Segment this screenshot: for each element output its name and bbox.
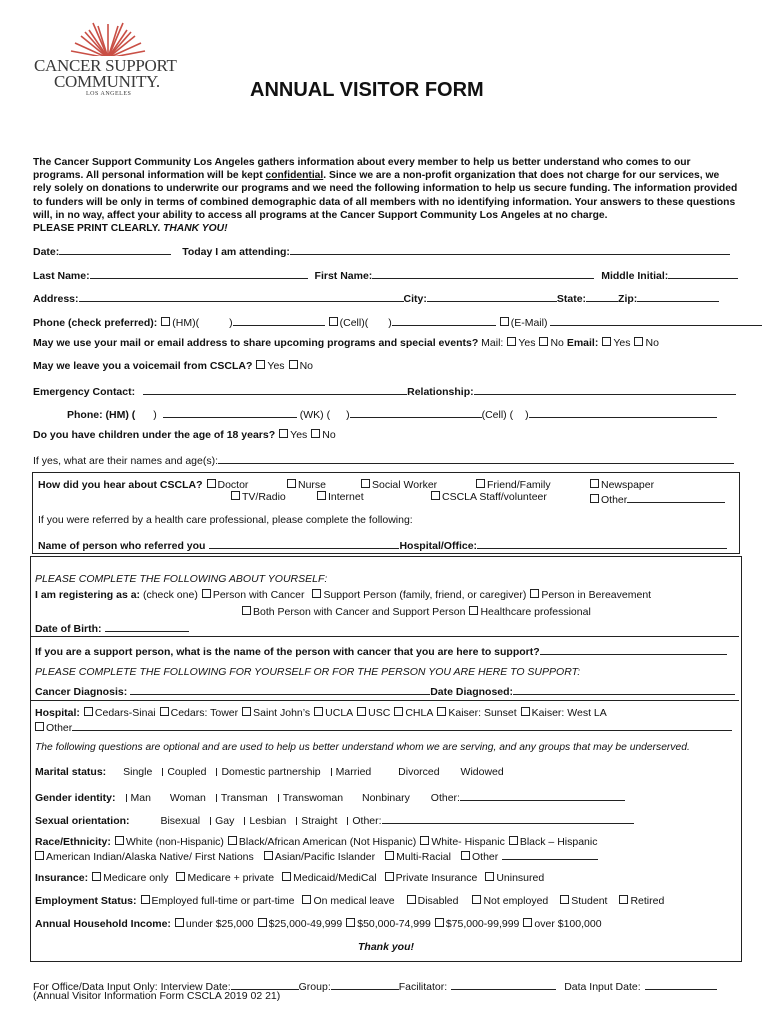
race-multi: Multi-Racial — [396, 851, 451, 863]
bereave-checkbox[interactable] — [530, 589, 539, 598]
row-emergency — [33, 383, 736, 398]
inc5-checkbox[interactable] — [523, 918, 532, 927]
social-opt — [357, 479, 437, 491]
emp-disabled: Disabled — [417, 895, 459, 907]
intro-confidential: confidential — [265, 170, 324, 182]
vm-no-checkbox[interactable] — [289, 360, 298, 369]
hosp-stjohns-checkbox[interactable] — [242, 707, 251, 716]
marital-divorced[interactable]: Divorced — [398, 766, 440, 778]
doctor-checkbox[interactable] — [207, 479, 216, 488]
race-whitehisp: White- Hispanic — [431, 836, 505, 848]
row-children — [33, 429, 336, 441]
marital-single[interactable]: Single — [123, 766, 153, 778]
diagnosis-field[interactable] — [130, 683, 430, 695]
ins-medicarep: Medicare + private — [187, 872, 275, 884]
hosp-cedars: Cedars-Sinai — [94, 707, 156, 719]
email-yes: Yes — [613, 337, 631, 349]
mail-no-checkbox[interactable] — [539, 337, 548, 346]
referrer-field[interactable] — [209, 537, 399, 549]
divider-1 — [31, 636, 739, 637]
ephone-cell-field[interactable] — [529, 406, 717, 418]
sp-label: Support Person (family, friend, or caregiver) — [323, 589, 527, 601]
sexual-sep — [296, 817, 297, 825]
row-phone — [33, 314, 762, 329]
sexual-row — [35, 812, 634, 827]
gender-row — [35, 789, 625, 804]
sexual-lesbian[interactable]: Lesbian — [249, 815, 287, 827]
marital-row — [35, 766, 504, 778]
tv-checkbox[interactable] — [231, 491, 240, 500]
cell-phone-field[interactable] — [392, 314, 496, 326]
inc1: under $25,000 — [185, 918, 254, 930]
hosp-westla: Kaiser: West LA — [531, 707, 607, 719]
insurance-row — [35, 872, 544, 884]
cell-label: (Cell)( — [339, 317, 369, 329]
hospital-other-row — [31, 719, 732, 734]
staff-label: CSCLA Staff/volunteer — [442, 491, 547, 503]
hm-paren: ) — [229, 317, 233, 329]
ins-medicare-checkbox[interactable] — [92, 872, 101, 881]
race-other-field[interactable] — [502, 848, 598, 860]
hosp-tower-checkbox[interactable] — [160, 707, 169, 716]
gender-transwoman[interactable]: Transwoman — [282, 792, 344, 804]
race-black-checkbox[interactable] — [228, 836, 237, 845]
optional-note: The following questions are optional and are used to help us better understand whom we are serving, and any groups that may be underserved. — [35, 742, 690, 753]
marital-sep — [216, 768, 217, 776]
relationship-field[interactable] — [474, 383, 736, 395]
friend-opt — [472, 479, 551, 491]
interview-date-field[interactable] — [231, 978, 299, 990]
emergency-label: Emergency Contact: — [33, 386, 136, 398]
emp-disabled-checkbox[interactable] — [407, 895, 416, 904]
ephone-paren1: ) — [153, 409, 157, 421]
gender-sep — [216, 794, 217, 802]
phone-label: Phone (check preferred): — [33, 317, 158, 329]
race-blackhisp-checkbox[interactable] — [509, 836, 518, 845]
check-one: (check one) — [142, 589, 198, 601]
row-names — [33, 267, 738, 282]
hosp-chla-checkbox[interactable] — [394, 707, 403, 716]
first-name-field[interactable] — [372, 267, 594, 279]
internet-checkbox[interactable] — [317, 491, 326, 500]
marital-widowed[interactable]: Widowed — [460, 766, 504, 778]
sexual-other: Other: — [352, 815, 382, 827]
children-question: Do you have children under the age of 18 years? — [33, 429, 276, 441]
race-asian: Asian/Pacific Islander — [274, 851, 376, 863]
inc1-checkbox[interactable] — [175, 918, 184, 927]
email-no: No — [645, 337, 659, 349]
hosp-westla-checkbox[interactable] — [521, 707, 530, 716]
date-field[interactable] — [59, 243, 171, 255]
ins-uninsured: Uninsured — [496, 872, 545, 884]
emp-leave: On medical leave — [313, 895, 395, 907]
hosp-usc-checkbox[interactable] — [357, 707, 366, 716]
email-field[interactable] — [550, 314, 762, 326]
city-label: City: — [403, 293, 427, 305]
group-field[interactable] — [331, 978, 399, 990]
hosp-sunset: Kaiser: Sunset — [448, 707, 517, 719]
input-date-label: Data Input Date: — [564, 981, 641, 993]
hosp-ucla-checkbox[interactable] — [314, 707, 323, 716]
income-label: Annual Household Income: — [35, 918, 171, 930]
friend-checkbox[interactable] — [476, 479, 485, 488]
other-checkbox[interactable] — [590, 494, 599, 503]
both-label: Both Person with Cancer and Support Person — [253, 606, 466, 618]
support-row — [35, 643, 727, 658]
registering-row — [35, 589, 651, 601]
vm-yes-checkbox[interactable] — [256, 360, 265, 369]
intro-print: PLEASE PRINT CLEARLY. — [33, 223, 164, 235]
race-white-checkbox[interactable] — [115, 836, 124, 845]
state-field[interactable] — [586, 290, 618, 302]
newspaper-opt — [586, 479, 654, 491]
other-label: Other — [601, 494, 628, 506]
children-yes: Yes — [290, 429, 308, 441]
sexual-gay[interactable]: Gay — [215, 815, 235, 827]
zip-label: Zip: — [618, 293, 638, 305]
hcp-checkbox[interactable] — [469, 606, 478, 615]
hosp-tower: Cedars: Tower — [170, 707, 239, 719]
other-opt — [586, 491, 725, 506]
referrer-row — [38, 537, 727, 552]
ins-medicare: Medicare only — [103, 872, 169, 884]
mail-label: Mail: — [481, 337, 504, 349]
dob-field[interactable] — [105, 620, 189, 632]
about-heading: PLEASE COMPLETE THE FOLLOWING ABOUT YOURSELF: — [35, 573, 328, 585]
race-row-2 — [31, 848, 598, 863]
emergency-field[interactable] — [143, 383, 407, 395]
row-emergency-phone — [67, 406, 717, 421]
input-date-field[interactable] — [645, 978, 717, 990]
diagnosis-label: Cancer Diagnosis: — [35, 686, 128, 698]
vm-yes: Yes — [267, 360, 285, 372]
middle-label: Middle Initial: — [601, 270, 669, 282]
inc5: over $100,000 — [534, 918, 602, 930]
children-no-checkbox[interactable] — [311, 429, 320, 438]
tv-label: TV/Radio — [242, 491, 286, 503]
gender-nonbinary[interactable]: Nonbinary — [362, 792, 410, 804]
gender-label: Gender identity: — [35, 792, 116, 804]
wk-paren: ) — [346, 409, 350, 421]
race-label: Race/Ethnicity: — [35, 836, 111, 848]
race-white: White (non-Hispanic) — [125, 836, 224, 848]
nurse-checkbox[interactable] — [287, 479, 296, 488]
employment-row — [35, 895, 664, 907]
sexual-sep — [210, 817, 211, 825]
today-field[interactable] — [290, 243, 730, 255]
email-label: (E-Mail) — [510, 317, 548, 329]
hm-label: (HM)( — [172, 317, 200, 329]
hosp-other-label: Other — [46, 722, 73, 734]
social-label: Social Worker — [372, 479, 438, 491]
hosp-cedars-checkbox[interactable] — [84, 707, 93, 716]
date-label: Date: — [33, 246, 60, 258]
marital-married[interactable]: Married — [335, 766, 372, 778]
today-label: Today I am attending: — [182, 246, 290, 258]
hm-checkbox[interactable] — [161, 317, 170, 326]
emp-employed-checkbox[interactable] — [141, 895, 150, 904]
hosp-chla: CHLA — [405, 707, 434, 719]
sexual-label: Sexual orientation: — [35, 815, 130, 827]
address-label: Address: — [33, 293, 79, 305]
referral-question-row — [38, 479, 248, 491]
emp-retired: Retired — [630, 895, 665, 907]
hosp-stjohns: Saint John’s — [253, 707, 311, 719]
relationship-label: Relationship: — [407, 386, 474, 398]
emp-student-checkbox[interactable] — [560, 895, 569, 904]
intro-paragraph — [33, 156, 738, 235]
both-row — [238, 606, 591, 618]
staff-checkbox[interactable] — [431, 491, 440, 500]
pwc-checkbox[interactable] — [202, 589, 211, 598]
children-names-field[interactable] — [218, 452, 734, 464]
hospital-row — [35, 707, 607, 719]
employment-label: Employment Status: — [35, 895, 137, 907]
zip-field[interactable] — [637, 290, 719, 302]
social-checkbox[interactable] — [361, 479, 370, 488]
hcp-note: If you were referred by a health care professional, please complete the following: — [38, 514, 413, 526]
logo-line1: CANCER SUPPORT — [34, 56, 177, 75]
other-field[interactable] — [627, 491, 725, 503]
intro-thanks: THANK YOU! — [163, 223, 228, 235]
support-field[interactable] — [540, 643, 727, 655]
internet-label: Internet — [328, 491, 364, 503]
inc4: $75,000-99,999 — [445, 918, 520, 930]
hosp-sunset-checkbox[interactable] — [437, 707, 446, 716]
email-checkbox[interactable] — [500, 317, 509, 326]
ins-private-checkbox[interactable] — [385, 872, 394, 881]
cell-checkbox[interactable] — [329, 317, 338, 326]
doctor-label: Doctor — [217, 479, 249, 491]
race-blackhisp: Black – Hispanic — [519, 836, 598, 848]
state-label: State: — [556, 293, 587, 305]
city-field[interactable] — [427, 290, 557, 302]
marital-sep — [162, 768, 163, 776]
emp-retired-checkbox[interactable] — [619, 895, 628, 904]
logo-line3: LOS ANGELES — [86, 91, 132, 97]
ins-medicaid: Medicaid/MediCal — [293, 872, 377, 884]
referral-question: How did you hear about CSCLA? — [38, 479, 203, 491]
marital-coupled[interactable]: Coupled — [167, 766, 207, 778]
ins-private: Private Insurance — [395, 872, 478, 884]
gender-other-field[interactable] — [460, 789, 625, 801]
race-native-checkbox[interactable] — [35, 851, 44, 860]
bereave-label: Person in Bereavement — [541, 589, 652, 601]
inc3: $50,000-74,999 — [357, 918, 431, 930]
sexual-sep — [347, 817, 348, 825]
emp-notemp-checkbox[interactable] — [472, 895, 481, 904]
gender-sep — [126, 794, 127, 802]
marital-domestic[interactable]: Domestic partnership — [221, 766, 321, 778]
intro-part2: . Since we are a non-profit organization that does not charge for our services, we rely solely on donations to underwrite our programs and we need the following information to help us secure funding. The information provided to funders will be only in terms of combined demographic data of all members with no identifying information. Your answers to these questions will, in no way, affect your ability to access all programs at the Cancer Support Community Los Angeles at no charge. — [33, 170, 738, 221]
hospital-office-field[interactable] — [477, 537, 727, 549]
sexual-straight[interactable]: Straight — [301, 815, 338, 827]
registering-label: I am registering as a: — [35, 589, 141, 601]
race-other-checkbox[interactable] — [461, 851, 470, 860]
gender-sep — [278, 794, 279, 802]
logo — [30, 18, 186, 102]
race-whitehisp-checkbox[interactable] — [420, 836, 429, 845]
last-name-label: Last Name: — [33, 270, 90, 282]
hosp-other-field[interactable] — [72, 719, 732, 731]
logo-line2: COMMUNITY. — [54, 72, 160, 91]
gender-transman[interactable]: Transman — [220, 792, 268, 804]
office-label: For Office/Data Input Only: Interview Date: — [33, 981, 231, 993]
both-checkbox[interactable] — [242, 606, 251, 615]
email-yes-checkbox[interactable] — [602, 337, 611, 346]
group-label: Group: — [298, 981, 331, 993]
ephone-hm-field[interactable] — [163, 406, 297, 418]
inc2-checkbox[interactable] — [258, 918, 267, 927]
gender-man[interactable]: Man — [130, 792, 151, 804]
page-title: ANNUAL VISITOR FORM — [250, 79, 484, 101]
mayuse-question: May we use your mail or email address to share upcoming programs and special events? — [33, 337, 479, 349]
staff-opt — [427, 491, 547, 503]
ins-medicaid-checkbox[interactable] — [282, 872, 291, 881]
hm-phone-field[interactable] — [233, 314, 325, 326]
hosp-ucla: UCLA — [325, 707, 354, 719]
race-row-1 — [35, 836, 597, 848]
inc3-checkbox[interactable] — [346, 918, 355, 927]
nurse-label: Nurse — [298, 479, 327, 491]
gender-other: Other: — [430, 792, 460, 804]
race-other: Other — [471, 851, 499, 863]
email-no-checkbox[interactable] — [634, 337, 643, 346]
income-row — [35, 918, 602, 930]
row-voicemail — [33, 360, 313, 372]
sexual-bisexual[interactable]: Bisexual — [160, 815, 201, 827]
mail-no: No — [550, 337, 564, 349]
mail-yes-checkbox[interactable] — [507, 337, 516, 346]
cell2-paren: ) — [525, 409, 529, 421]
internet-opt — [313, 491, 364, 503]
facilitator-label: Facilitator: — [398, 981, 448, 993]
email-pref-label: Email: — [566, 337, 599, 349]
children-yes-checkbox[interactable] — [279, 429, 288, 438]
gender-woman[interactable]: Woman — [169, 792, 206, 804]
ephone-wk-field[interactable] — [350, 406, 482, 418]
voicemail-question: May we leave you a voicemail from CSCLA? — [33, 360, 253, 372]
tv-opt — [227, 491, 286, 503]
ephone-label: Phone: (HM) ( — [67, 409, 136, 421]
diagnosed-label: Date Diagnosed: — [430, 686, 514, 698]
nurse-opt — [283, 479, 326, 491]
vm-no: No — [299, 360, 313, 372]
heading2: PLEASE COMPLETE THE FOLLOWING FOR YOURSELF OR FOR THE PERSON YOU ARE HERE TO SUPPORT: — [35, 666, 581, 678]
emp-student: Student — [571, 895, 608, 907]
hospital-office-label: Hospital/Office: — [399, 540, 478, 552]
insurance-label: Insurance: — [35, 872, 89, 884]
divider-2 — [31, 700, 739, 701]
emp-employed: Employed full-time or part-time — [151, 895, 295, 907]
form-id: (Annual Visitor Information Form CSCLA 2019 02 21) — [33, 990, 281, 1002]
marital-label: Marital status: — [35, 766, 107, 778]
sexual-sep — [244, 817, 245, 825]
ins-uninsured-checkbox[interactable] — [485, 872, 494, 881]
diagnosed-field[interactable] — [513, 683, 735, 695]
friend-label: Friend/Family — [487, 479, 551, 491]
hospital-label: Hospital: — [35, 707, 80, 719]
cell2-label: (Cell) ( — [481, 409, 514, 421]
dob-row — [35, 620, 189, 635]
newspaper-label: Newspaper — [601, 479, 655, 491]
children-no: No — [322, 429, 336, 441]
facilitator-field[interactable] — [451, 978, 556, 990]
race-multi-checkbox[interactable] — [385, 851, 394, 860]
row-date — [33, 243, 730, 258]
row-ifyes — [33, 452, 734, 467]
cell-paren: ) — [388, 317, 392, 329]
sp-checkbox[interactable] — [312, 589, 321, 598]
row-address — [33, 290, 719, 305]
ifyes-label: If yes, what are their names and age(s): — [33, 455, 219, 467]
pwc-label: Person with Cancer — [212, 589, 305, 601]
emp-notemp: Not employed — [483, 895, 549, 907]
referrer-label: Name of person who referred you — [38, 540, 206, 552]
support-question: If you are a support person, what is the name of the person with cancer that you are here to support? — [35, 646, 540, 658]
marital-sep — [331, 768, 332, 776]
hosp-other-checkbox[interactable] — [35, 722, 44, 731]
inc4-checkbox[interactable] — [435, 918, 444, 927]
inc2: $25,000-49,999 — [268, 918, 343, 930]
race-asian-checkbox[interactable] — [264, 851, 273, 860]
first-name-label: First Name: — [314, 270, 373, 282]
diagnosis-row — [35, 683, 735, 698]
mail-yes: Yes — [518, 337, 536, 349]
middle-field[interactable] — [668, 267, 738, 279]
ins-medicarep-checkbox[interactable] — [176, 872, 185, 881]
hosp-usc: USC — [368, 707, 391, 719]
hcp-label: Healthcare professional — [480, 606, 591, 618]
last-name-field[interactable] — [90, 267, 308, 279]
newspaper-checkbox[interactable] — [590, 479, 599, 488]
thank-you: Thank you! — [358, 941, 415, 953]
row-mayuse — [33, 337, 659, 349]
race-black: Black/African American (Not Hispanic) — [238, 836, 417, 848]
dob-label: Date of Birth: — [35, 623, 102, 635]
wk-label: (WK) ( — [299, 409, 331, 421]
intro-part1: The Cancer Support Community Los Angeles gathers information about every member to help us better understand who comes to our programs. All personal information will be kept — [33, 157, 691, 182]
race-native: American Indian/Alaska Native/ First Nations — [46, 851, 254, 863]
address-field[interactable] — [79, 290, 404, 302]
sexual-other-field[interactable] — [382, 812, 634, 824]
sunburst-icon — [30, 18, 186, 60]
emp-leave-checkbox[interactable] — [302, 895, 311, 904]
